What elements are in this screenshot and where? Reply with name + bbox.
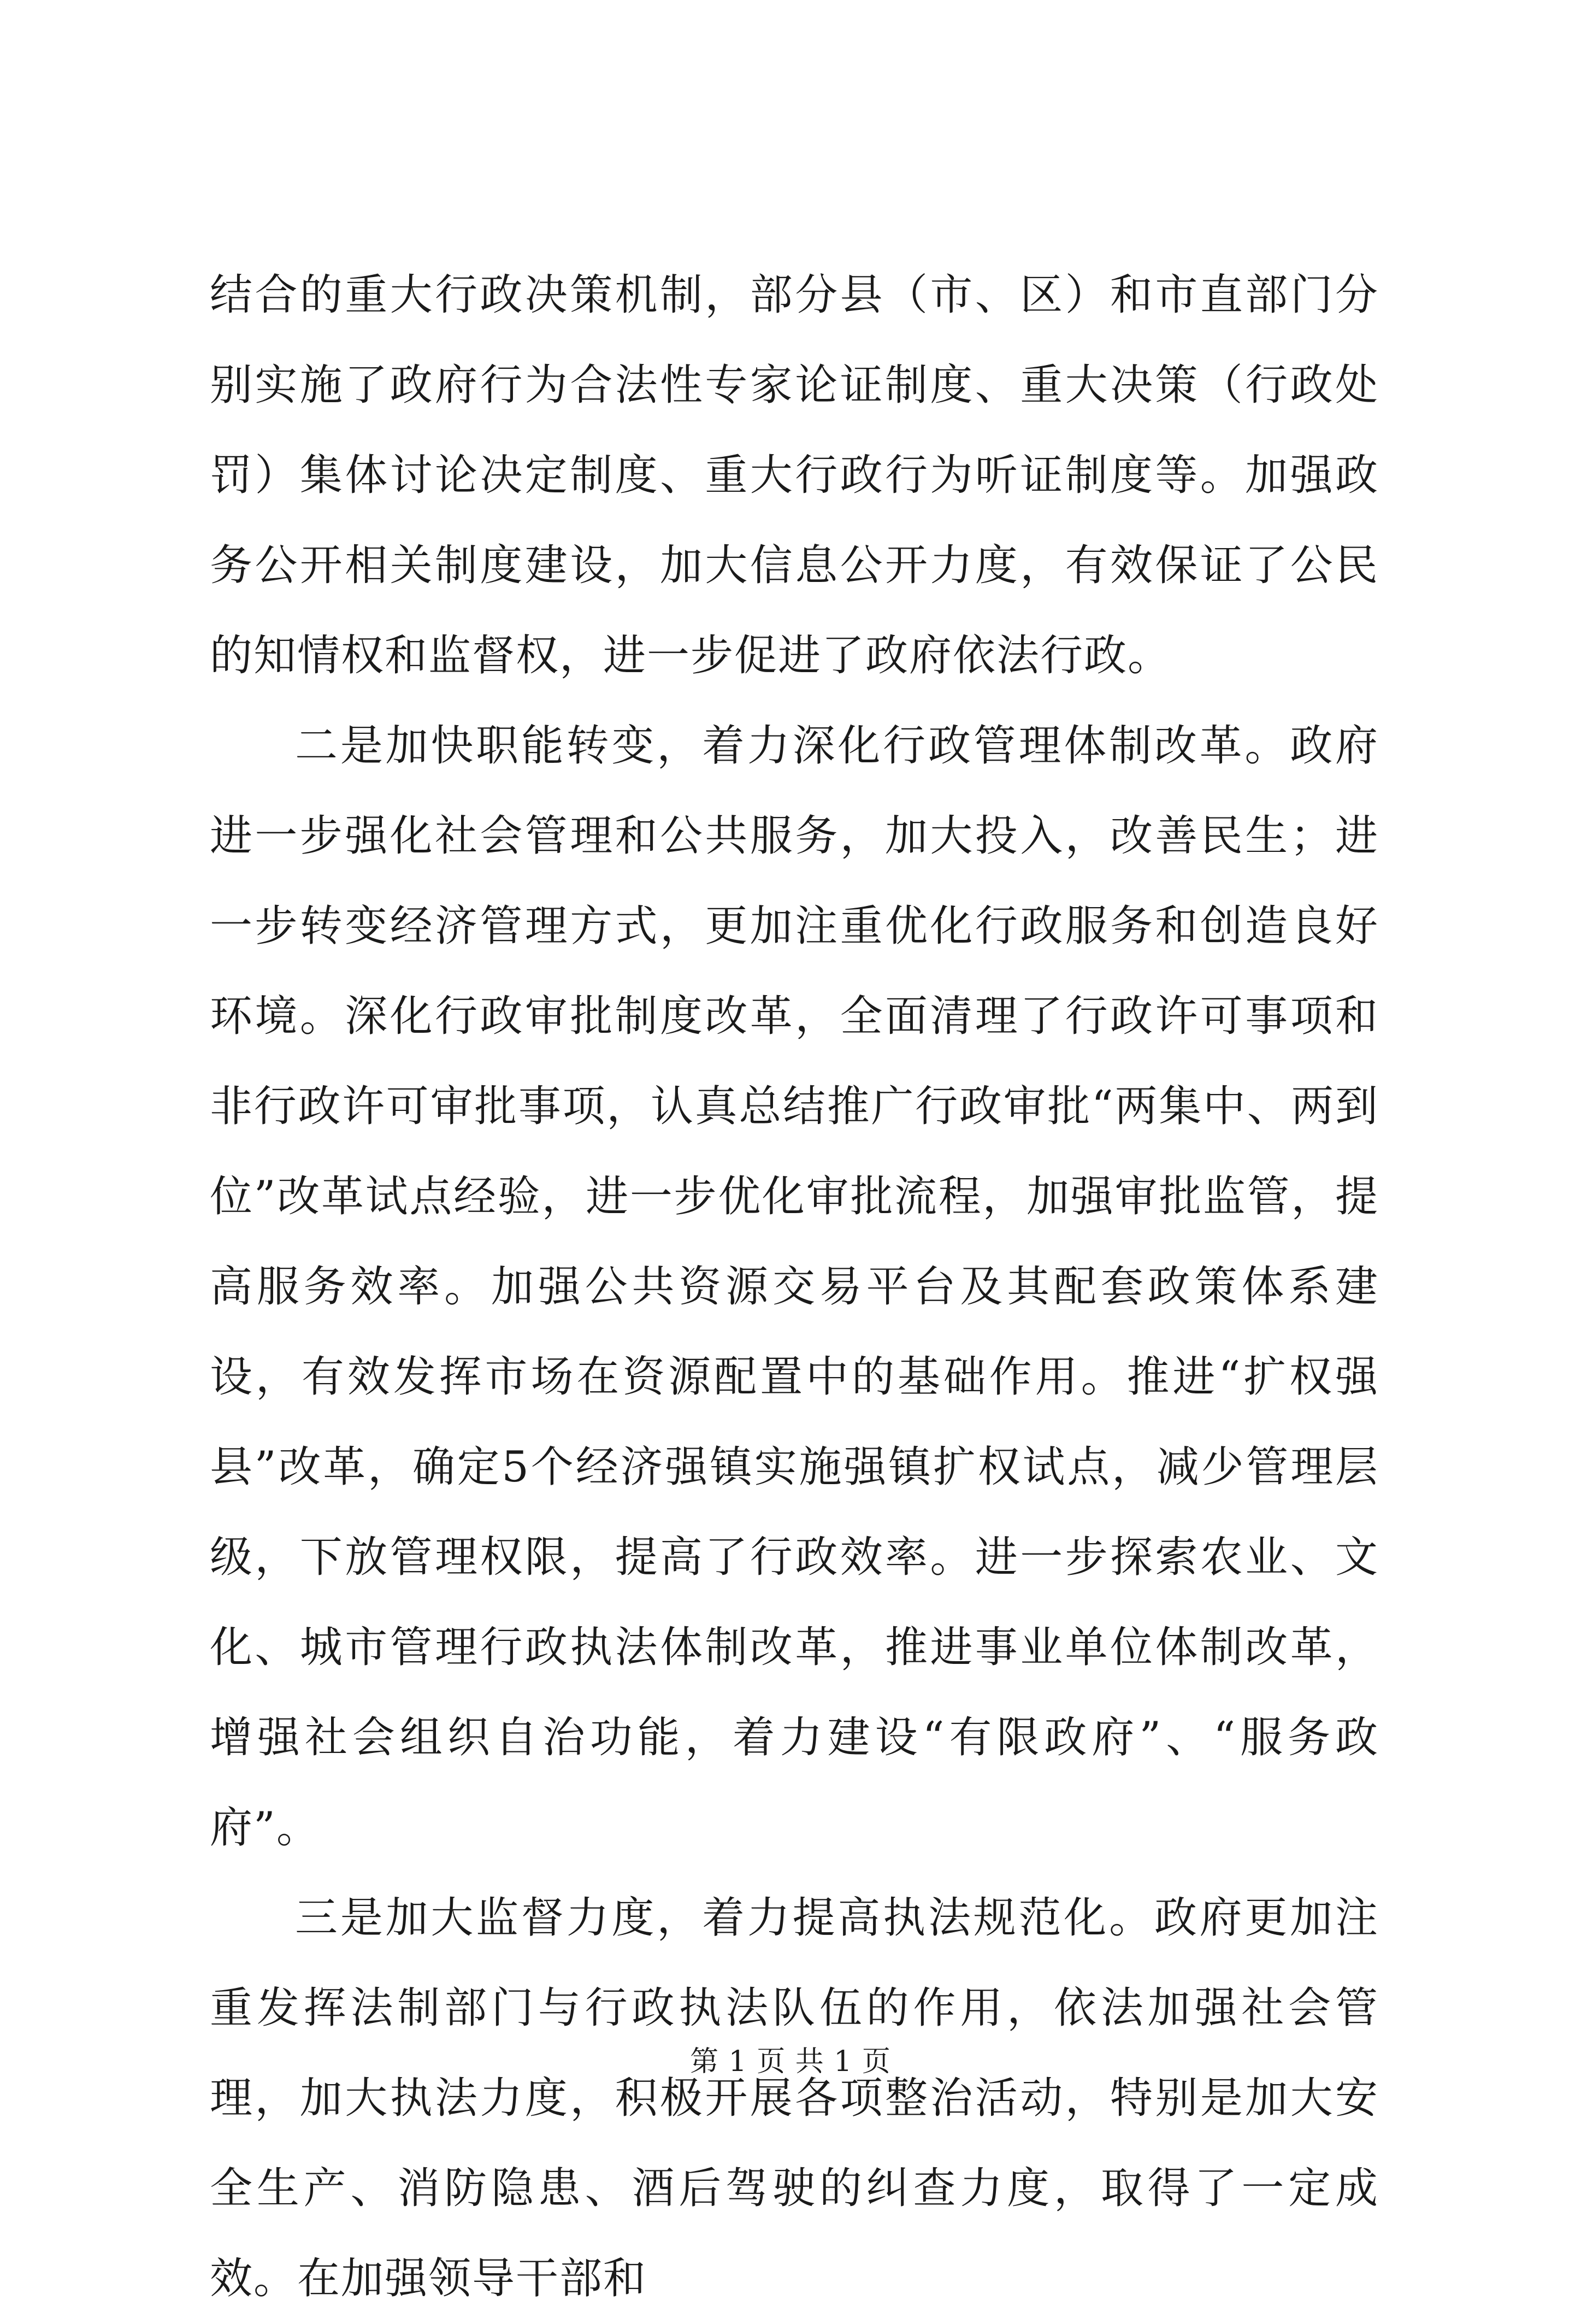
paragraph-1: 结合的重大行政决策机制，部分县（市、区）和市直部门分别实施了政府行为合法性专家论证制度、重大决策（行政处罚）集体讨论决定制度、重大行政行为听证制度等。加强政务公开相关制度建设，加大信息公开力度，有效保证了公民的知情权和监督权，进一步促进了政府依法行政。 <box>210 270 1379 680</box>
paragraph-2: 二是加快职能转变，着力深化行政管理体制改革。政府进一步强化社会管理和公共服务，加大投入，改善民生；进一步转变经济管理方式，更加注重优化行政服务和创造良好环境。深化行政审批制度改革，全面清理了行政许可事项和非行政许可审批事项，认真总结推广行政审批“两集中、两到位”改革试点经验，进一步优化审批流程，加强审批监管，提高服务效率。加强公共资源交易平台及其配套政策体系建设，有效发挥市场在资源配置中的基础作用。推进“扩权强县”改革，确定5个经济强镇实施强镇扩权试点，减少管理层级，下放管理权限，提高了行政效率。进一步探索农业、文化、城市管理行政执法体制改革，推进事业单位体制改革，增强社会组织自治功能，着力建设“有限政府”、“服务政府”。 <box>210 721 1379 1852</box>
document-body <box>210 250 1379 2324</box>
page-footer: 第 1 页 共 1 页 <box>690 2045 891 2078</box>
paragraph-3: 三是加大监督力度，着力提高执法规范化。政府更加注重发挥法制部门与行政执法队伍的作用，依法加强社会管理，加大执法力度，积极开展各项整治活动，特别是加大安全生产、消防隐患、酒后驾驶的纠查力度，取得了一定成效。在加强领导干部和 <box>210 1893 1379 2303</box>
